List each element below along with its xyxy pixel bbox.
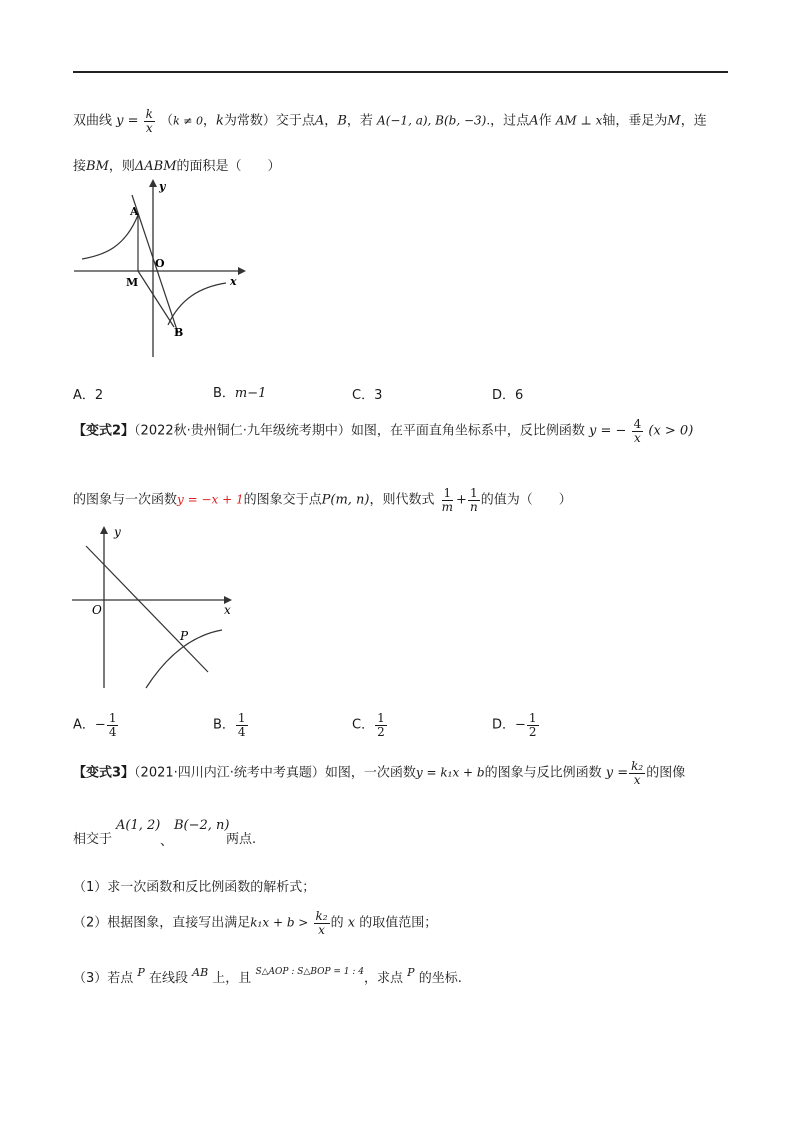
inequality: k₁x + b > — [250, 915, 309, 930]
point-a-coords: A(1, 2) — [116, 818, 161, 833]
y-axis-arrow — [100, 526, 108, 534]
graph-label-x: x — [224, 603, 231, 617]
segment-bm: BM — [86, 159, 109, 174]
separator: 、 — [160, 834, 174, 849]
y-axis-arrow — [149, 179, 157, 187]
graph-label-o: O — [155, 257, 165, 270]
hyperbola-branch-right — [168, 283, 226, 325]
option-b[interactable]: B．m−1 — [213, 386, 267, 401]
problem-2-line-2: 的图象与一次函数y = −x + 1的图象交于点P(m, n)，则代数式 $\frac{1}{m}$ + $\frac{1}{n}$ 的值为（ ） — [73, 486, 572, 514]
segment-bm — [138, 271, 174, 327]
intersection-point: P(m, n) — [321, 492, 370, 508]
graph-label-x: x — [230, 275, 237, 288]
triangle: ΔABM — [134, 159, 177, 174]
option-d[interactable]: D．6 — [492, 388, 524, 403]
fraction: $\frac{4}{x}$ — [633, 417, 642, 445]
fraction-1-over-n: $\frac{1}{n}$ — [469, 486, 478, 514]
domain-condition: (x > 0) — [648, 423, 694, 439]
problem-tag: 【变式3】 — [73, 765, 135, 781]
coordinates: A(−1, a), B(b, −3). — [377, 113, 491, 128]
problem-2-line-1: 【变式2】（2022秋·贵州铜仁·九年级统考期中）如图，在平面直角坐标系中，反比例函数 y = − $\frac{4}{x}$ (x > 0) — [73, 417, 694, 445]
linear-function: y = −x + 1 — [177, 492, 244, 507]
point-b-coords: B(−2, n) — [174, 818, 230, 833]
text: 两点. — [226, 832, 257, 847]
problem-1-line-2: 接BM，则ΔABM的面积是（ ） — [73, 159, 281, 174]
hyperbola-branch-left — [82, 215, 138, 259]
fraction: $\frac{k}{x}$ — [145, 107, 153, 135]
source: （2022秋·贵州铜仁·九年级统考期中）如图，在平面直角坐标系中，反比例函数 — [134, 423, 585, 439]
question-1: （1）求一次函数和反比例函数的解析式； — [73, 880, 316, 895]
text: 双曲线 — [73, 113, 113, 129]
linear-function: y = k₁x + b — [415, 765, 485, 780]
graph-label-y: y — [114, 525, 121, 539]
graph-label-o: O — [92, 603, 102, 617]
graph-label-a: A — [130, 205, 139, 218]
fraction-1-over-m: $\frac{1}{m}$ — [441, 486, 454, 514]
problem-3-line-1: 【变式3】（2021·四川内江·统考中考真题）如图，一次函数y = k₁x + b的图象与反比例函数 y = $\frac{\text{k₂}}{x}$ 的图像 — [73, 759, 686, 787]
problem-3-line-2: 相交于 — [73, 832, 113, 847]
condition: k ≠ 0 — [173, 114, 203, 128]
header-rule — [73, 71, 728, 73]
option-c[interactable]: C．3 — [352, 388, 383, 403]
graph-label-y: y — [159, 180, 166, 193]
source: （2021·四川内江·统考中考真题）如图，一次函数 — [134, 765, 416, 781]
graph-label-m: M — [126, 276, 139, 289]
x-axis-arrow — [238, 267, 246, 275]
question-3: （3）若点 $^P$ 在线段 $^{AB}$ 上，且 $^{S\triangle AOP : S\triangle BOP = 1 : 4}$，求点 $^P$ 的坐标. — [73, 966, 462, 986]
question-2: （2）根据图象，直接写出满足k₁x + b > $\frac{\text{k₂}}{x}$ 的 x 的取值范围； — [73, 909, 438, 937]
problem-1-graph — [70, 175, 250, 365]
option-c[interactable]: C． $\frac{1}{2}$ — [352, 711, 385, 739]
problem-1-line-1: 双曲线 y = $\frac{k}{x}$ （k ≠ 0，k为常数）交于点A，B，若 A(−1, a), B(b, −3).，过点A作 AM ⊥ x轴，垂足为M，连 — [73, 107, 707, 135]
perpendicular: AM ⊥ x — [555, 113, 603, 128]
graph-label-b: B — [174, 326, 184, 339]
text: （ — [160, 113, 174, 129]
option-b[interactable]: B． $\frac{1}{4}$ — [213, 711, 246, 739]
problem-2-graph — [68, 520, 248, 700]
fraction: $\frac{\text{k₂}}{x}$ — [631, 759, 644, 787]
equation-lhs: y = — [116, 113, 139, 129]
option-a[interactable]: A．− $\frac{1}{4}$ — [73, 711, 117, 739]
graph-label-p: P — [180, 629, 189, 643]
area-ratio: S△AOP : S△BOP = 1 : 4 — [255, 967, 364, 977]
option-a[interactable]: A．2 — [73, 388, 104, 403]
problem-tag: 【变式2】 — [73, 423, 135, 439]
option-d[interactable]: D．− $\frac{1}{2}$ — [492, 711, 537, 739]
